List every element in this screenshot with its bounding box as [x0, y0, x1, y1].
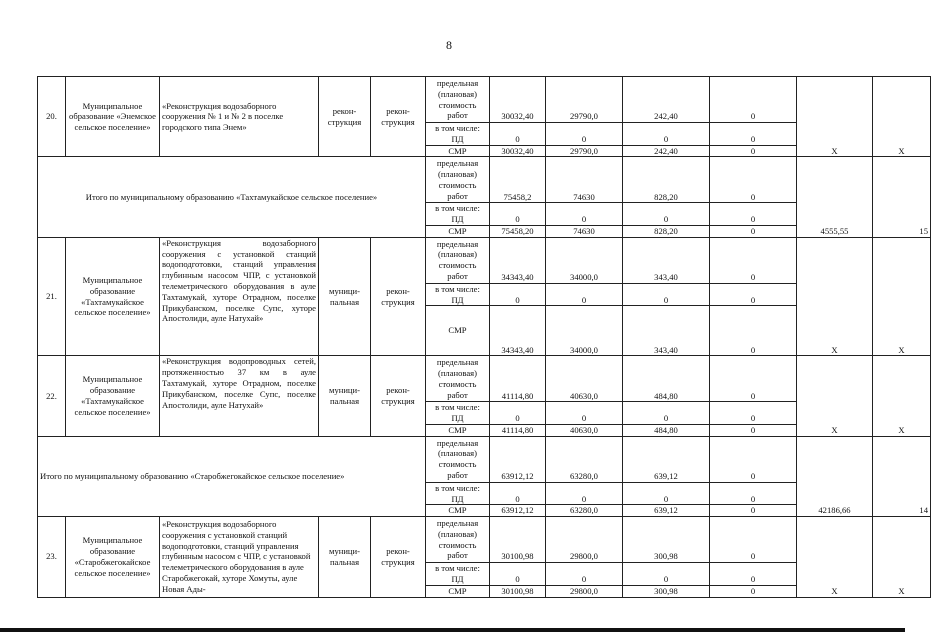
smr-value: 41114,80 — [490, 424, 546, 436]
pd-value: 0 — [710, 563, 797, 586]
pd-value: 0 — [623, 563, 710, 586]
object-name: «Реконструкция водопроводных сетей, протяженностью 37 км в ауле Тахтамукай, хуторе Отрадном, поселке Прикубанском, поселке Супс, поселке Апостолиди, ауле Натухай» — [160, 356, 319, 436]
table-row — [38, 356, 931, 402]
pd-label — [426, 482, 490, 505]
pd-value: 0 — [490, 482, 546, 505]
cost-label: предельная (плановая) стоимость работ — [426, 77, 490, 123]
smr-value: 300,98 — [623, 585, 710, 597]
smr-value: 63912,12 — [490, 505, 546, 517]
municipality-name: Муниципальное образование «Тахтамукайское сельское поселение» — [66, 356, 160, 436]
pd-value: 0 — [710, 482, 797, 505]
pd-value: 0 — [623, 283, 710, 306]
value-total: 63912,12 — [490, 436, 546, 482]
value-other: 0 — [710, 237, 797, 283]
subtotal-a: 42186,66 — [797, 436, 873, 516]
smr-label: СМР — [426, 424, 490, 436]
row-number: 22. — [38, 356, 66, 436]
pd-text: ПД — [451, 294, 464, 305]
subtotal-b: 15 — [873, 157, 931, 237]
pd-text: ПД — [451, 214, 464, 225]
incl-label: в том числе: — [435, 203, 480, 214]
pd-value: 0 — [623, 123, 710, 146]
object-name: «Реконструкция водозаборного сооружения с установкой станций водоподготовки, станций управления глубинным насосом с ЧПР, с установкой телеметрического оборудования в ауле Старобжегокай, хуторе Хомуты, ауле Новая Ады- — [160, 517, 319, 597]
pd-value: 0 — [623, 402, 710, 425]
value-regional: 343,40 — [623, 237, 710, 283]
smr-value: 0 — [710, 306, 797, 356]
pd-label — [426, 203, 490, 226]
pd-value: 0 — [623, 482, 710, 505]
smr-label: СМР — [426, 306, 490, 356]
smr-value: 0 — [710, 505, 797, 517]
value-federal: 74630 — [546, 157, 623, 203]
pd-value: 0 — [490, 123, 546, 146]
investment-table — [37, 76, 931, 598]
smr-value: 75458,20 — [490, 225, 546, 237]
pd-value: 0 — [710, 283, 797, 306]
value-other: 0 — [710, 436, 797, 482]
value-total: 75458,2 — [490, 157, 546, 203]
value-total: 30032,40 — [490, 77, 546, 123]
pd-value: 0 — [710, 203, 797, 226]
smr-value: 34343,40 — [490, 306, 546, 356]
pd-value: 0 — [546, 203, 623, 226]
work-type: рекон-струкция — [371, 356, 426, 436]
municipality-name: Муниципальное образование «Тахтамукайское сельское поселение» — [66, 237, 160, 356]
pd-label — [426, 123, 490, 146]
value-regional: 242,40 — [623, 77, 710, 123]
smr-value: 29800,0 — [546, 585, 623, 597]
col-x: Х — [873, 356, 931, 436]
pd-value: 0 — [710, 123, 797, 146]
pd-value: 0 — [546, 482, 623, 505]
cost-label: предельная (плановая) стоимость работ — [426, 237, 490, 283]
pd-text: ПД — [451, 493, 464, 504]
work-type: рекон-струкция — [371, 517, 426, 597]
smr-value: 828,20 — [623, 225, 710, 237]
cost-label: предельная (плановая) стоимость работ — [426, 517, 490, 563]
subtotal-label: Итого по муниципальному образованию «Старобжегокайское сельское поселение» — [38, 436, 426, 516]
smr-value: 40630,0 — [546, 424, 623, 436]
smr-value: 29790,0 — [546, 145, 623, 157]
smr-label: СМР — [426, 145, 490, 157]
object-name: «Реконструкция водозаборного сооружения с установкой станций водоподготовки, станций управления глубинным насосом ЧПР, с установкой телеметрического оборудования в ауле Тахтамукай, хуторе Отрадном, поселке Прикубанском, поселке Супс, хуторе Апостолиди, ауле Натухай» — [160, 237, 319, 356]
col-x: Х — [873, 77, 931, 157]
municipality-name: Муниципальное образование «Энемское сельское поселение» — [66, 77, 160, 157]
smr-value: 0 — [710, 424, 797, 436]
pd-value: 0 — [710, 402, 797, 425]
smr-label: СМР — [426, 505, 490, 517]
col-x: Х — [797, 517, 873, 597]
col-x: Х — [873, 237, 931, 356]
table-row — [38, 237, 931, 283]
value-other: 0 — [710, 77, 797, 123]
row-number: 20. — [38, 77, 66, 157]
pd-value: 0 — [546, 402, 623, 425]
smr-value: 343,40 — [623, 306, 710, 356]
smr-value: 639,12 — [623, 505, 710, 517]
value-total: 34343,40 — [490, 237, 546, 283]
page-number: 8 — [446, 38, 452, 52]
municipality-name: Муниципальное образование «Старобжегокайское сельское поселение» — [66, 517, 160, 597]
pd-value: 0 — [490, 203, 546, 226]
table-row — [38, 436, 931, 482]
smr-value: 34000,0 — [546, 306, 623, 356]
value-federal: 29790,0 — [546, 77, 623, 123]
smr-value: 0 — [710, 225, 797, 237]
incl-label: в том числе: — [435, 482, 480, 493]
cost-label: предельная (плановая) стоимость работ — [426, 436, 490, 482]
subtotal-label: Итого по муниципальному образованию «Тахтамукайское сельское поселение» — [38, 157, 426, 237]
col-x: Х — [797, 77, 873, 157]
col-x: Х — [797, 356, 873, 436]
cost-label: предельная (плановая) стоимость работ — [426, 157, 490, 203]
smr-value: 63280,0 — [546, 505, 623, 517]
pd-label — [426, 402, 490, 425]
smr-value: 0 — [710, 585, 797, 597]
value-federal: 29800,0 — [546, 517, 623, 563]
col-x: Х — [797, 237, 873, 356]
pd-value: 0 — [546, 563, 623, 586]
pd-value: 0 — [490, 402, 546, 425]
pd-text: ПД — [451, 573, 464, 584]
smr-label: СМР — [426, 225, 490, 237]
cost-label: предельная (плановая) стоимость работ — [426, 356, 490, 402]
value-federal: 34000,0 — [546, 237, 623, 283]
incl-label: в том числе: — [435, 563, 480, 574]
pd-label — [426, 563, 490, 586]
pd-value: 0 — [546, 123, 623, 146]
smr-value: 0 — [710, 145, 797, 157]
value-other: 0 — [710, 517, 797, 563]
pd-text: ПД — [451, 413, 464, 424]
work-type: рекон-струкция — [371, 77, 426, 157]
object-name: «Реконструкция водозаборного сооружения № 1 и № 2 в поселке городского типа Энем» — [160, 77, 319, 157]
pd-value: 0 — [490, 283, 546, 306]
pd-label — [426, 283, 490, 306]
value-total: 30100,98 — [490, 517, 546, 563]
row-number: 21. — [38, 237, 66, 356]
smr-value: 74630 — [546, 225, 623, 237]
value-federal: 63280,0 — [546, 436, 623, 482]
value-total: 41114,80 — [490, 356, 546, 402]
value-other: 0 — [710, 157, 797, 203]
table-row — [38, 517, 931, 563]
subtotal-a: 4555,55 — [797, 157, 873, 237]
pd-value: 0 — [623, 203, 710, 226]
smr-value: 242,40 — [623, 145, 710, 157]
pd-value: 0 — [490, 563, 546, 586]
smr-value: 30100,98 — [490, 585, 546, 597]
value-regional: 639,12 — [623, 436, 710, 482]
smr-value: 30032,40 — [490, 145, 546, 157]
value-federal: 40630,0 — [546, 356, 623, 402]
table-row — [38, 157, 931, 203]
value-regional: 300,98 — [623, 517, 710, 563]
ownership: муници-пальная — [319, 356, 371, 436]
ownership: рекон-струкция — [319, 77, 371, 157]
smr-label: СМР — [426, 585, 490, 597]
subtotal-b: 14 — [873, 436, 931, 516]
smr-value: 484,80 — [623, 424, 710, 436]
work-type: рекон-струкция — [371, 237, 426, 356]
incl-label: в том числе: — [435, 402, 480, 413]
pd-text: ПД — [451, 133, 464, 144]
value-regional: 828,20 — [623, 157, 710, 203]
ownership: муници-пальная — [319, 517, 371, 597]
incl-label: в том числе: — [435, 283, 480, 294]
incl-label: в том числе: — [435, 123, 480, 133]
row-number: 23. — [38, 517, 66, 597]
ownership: муници-пальная — [319, 237, 371, 356]
table-row — [38, 77, 931, 123]
value-other: 0 — [710, 356, 797, 402]
col-x: Х — [873, 517, 931, 597]
value-regional: 484,80 — [623, 356, 710, 402]
bottom-border — [0, 628, 905, 632]
pd-value: 0 — [546, 283, 623, 306]
